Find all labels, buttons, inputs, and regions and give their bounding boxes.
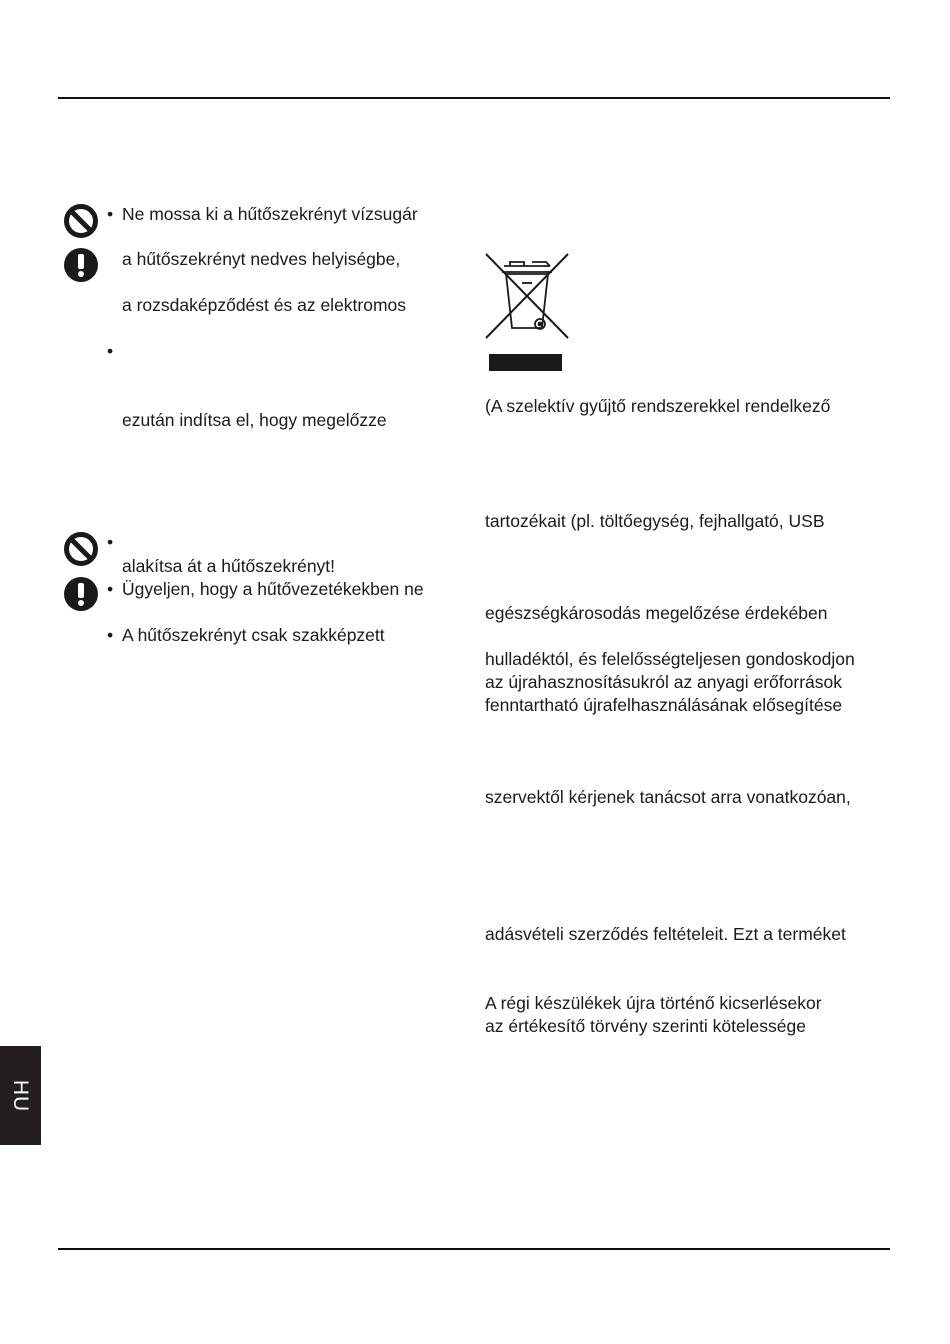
bottom-rule: [58, 1248, 890, 1250]
left-text-line: a rozsdaképződést és az elektromos: [122, 295, 407, 315]
right-text-line: egészségkárosodás megelőzése érdekében: [485, 603, 828, 623]
language-tab-label: HU: [9, 1079, 33, 1112]
left-text-line: alakítsa át a hűtőszekrényt!: [122, 556, 336, 576]
right-text-line: szervektől kérjenek tanácsot arra vonatkozóan,: [485, 787, 851, 807]
right-text-line: adásvételi szerződés feltételeit. Ezt a terméket: [485, 924, 846, 944]
mandatory-icon: [63, 247, 99, 283]
prohibited-icon: [63, 531, 99, 567]
left-text-line: Ügyeljen, hogy a hűtővezetékekben ne: [122, 579, 424, 599]
left-text-line: a hűtőszekrényt nedves helyiségbe,: [122, 249, 401, 269]
bullet-marker: •: [107, 204, 114, 224]
left-text-line: Ne mossa ki a hűtőszekrényt vízsugár: [122, 204, 418, 224]
bullet-marker: •: [107, 579, 114, 599]
right-text-line: az újrahasznosításukról az anyagi erőforrások: [485, 672, 842, 692]
language-tab: [0, 1046, 41, 1145]
bullet-marker: •: [107, 341, 114, 361]
right-text-line: A régi készülékek újra történő kicserlésekor: [485, 993, 822, 1013]
bullet-marker: •: [107, 532, 114, 552]
right-text-line: hulladéktól, és felelősségteljesen gondoskodjon: [485, 649, 855, 669]
crossed-out-wheelie-bin-icon: [484, 252, 572, 374]
right-text-line: az értékesítő törvény szerinti kötelessége: [485, 1016, 806, 1036]
mandatory-icon: [63, 576, 99, 612]
right-text-line: fenntartható újrafelhasználásának elősegítése: [485, 695, 843, 715]
bullet-marker: •: [107, 625, 114, 645]
right-text-line: (A szelektív gyűjtő rendszerekkel rendelkező: [485, 396, 831, 416]
right-text-line: tartozékait (pl. töltőegység, fejhallgató, USB: [485, 511, 825, 531]
top-rule: [58, 97, 890, 99]
left-text-line: ezután indítsa el, hogy megelőzze: [122, 410, 387, 430]
prohibited-icon: [63, 203, 99, 239]
left-text-line: A hűtőszekrényt csak szakképzett: [122, 625, 385, 645]
